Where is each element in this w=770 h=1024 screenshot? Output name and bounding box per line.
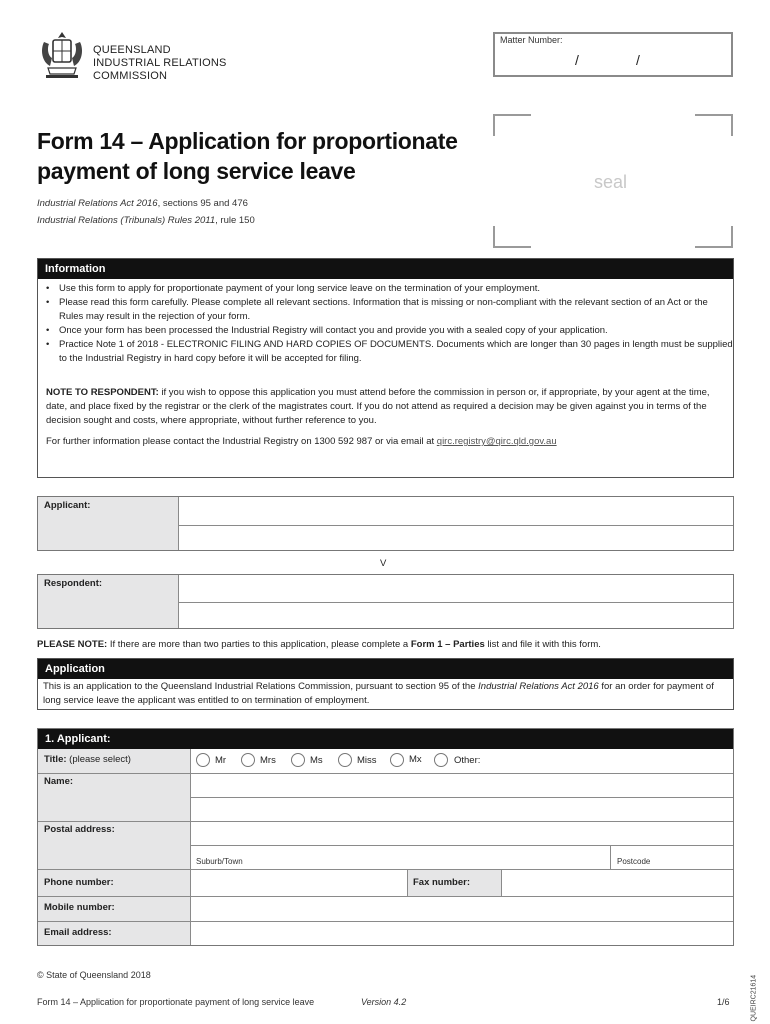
rules-section: , rule 150 [215, 215, 255, 226]
title-mr-radio[interactable] [196, 753, 210, 767]
versus-label: V [380, 558, 387, 569]
footer-version: Version 4.2 [361, 997, 407, 1007]
title-option-label: Mr [215, 755, 227, 766]
mobile-label: Mobile number: [44, 902, 115, 913]
page-number: 1/6 [717, 997, 730, 1007]
matter-number-label: Matter Number: [500, 35, 563, 45]
information-item: • Once your form has been processed the Industrial Registry will contact you and provide you with a sealed copy of your application. [44, 324, 734, 338]
suburb-input[interactable] [190, 845, 609, 868]
org-line-2: INDUSTRIAL RELATIONS [93, 57, 227, 69]
application-text-end: for an order for payment of long service leave the applicant was entitled to on termination of employment. [43, 681, 714, 706]
title-option-label: Miss [357, 755, 377, 766]
suburb-label: Suburb/Town [196, 857, 243, 866]
matter-number-separator-1: / [575, 52, 579, 68]
organisation-name [93, 44, 227, 83]
email-label: Email address: [44, 927, 112, 938]
note-to-respondent [46, 386, 730, 428]
form-title-line-2: payment of long service leave [37, 158, 356, 184]
seal-corner-top-right [695, 114, 733, 136]
seal-corner-bottom-right [695, 226, 733, 248]
form-1-reference: Form 1 – Parties [410, 639, 485, 650]
title-other-radio[interactable] [434, 753, 448, 767]
queensland-crest-logo [36, 28, 88, 80]
applicant-name-input-2[interactable] [179, 526, 733, 550]
matter-number-separator-2: / [636, 52, 640, 68]
title-label-text: Title: [44, 754, 67, 765]
name-input-1[interactable] [190, 773, 733, 796]
title-option-label: Mx [409, 754, 422, 765]
note-to-respondent-label: NOTE TO RESPONDENT: [46, 387, 159, 398]
contact-info [46, 435, 730, 449]
information-item: • Practice Note 1 of 2018 - ELECTRONIC FILING AND HARD COPIES OF DOCUMENTS. Documents which are longer than 30 pages in length must be supplied to the Industrial Registry in hard copy before it will be accepted for filing. [44, 338, 734, 366]
title-hint: (please select) [66, 754, 131, 765]
please-note-label: PLEASE NOTE: [37, 639, 108, 650]
title-option-label: Ms [310, 755, 323, 766]
information-item: • Use this form to apply for proportionate payment of your long service leave on the termination of your employment. [44, 282, 734, 296]
information-heading: Information [38, 259, 733, 279]
information-item: • Please read this form carefully. Please complete all relevant sections. Information that is missing or non-compliant with the relevant section of an Act or the Rules may result in the rejection of your form. [44, 296, 734, 324]
seal-corner-top-left [493, 114, 531, 136]
title-ms-radio[interactable] [291, 753, 305, 767]
form-title [37, 126, 458, 186]
title-option-label: Other: [454, 755, 481, 766]
divider [407, 869, 408, 896]
title-label [44, 754, 131, 765]
title-miss-radio[interactable] [338, 753, 352, 767]
org-line-1: QUEENSLAND [93, 44, 171, 56]
fax-label: Fax number: [413, 877, 471, 888]
respondent-name-input-1[interactable] [179, 575, 733, 602]
title-mx-radio[interactable] [390, 753, 404, 767]
applicant-party-table [37, 496, 734, 551]
respondent-party-table [37, 574, 734, 629]
postal-address-input[interactable] [190, 821, 733, 844]
note-to-respondent-text: if you wish to oppose this application you must attend before the commission in person or, if appropriate, by your agent at the time, date, and place fixed by the registrar or the clerk of the magistrates court. If you do not attend as required a decision may be given against you in terms of the decision sought and costs, where appropriate, without further reference to you. [46, 387, 710, 426]
title-mrs-radio[interactable] [241, 753, 255, 767]
name-input-2[interactable] [190, 797, 733, 820]
please-note-end: list and file it with this form. [484, 639, 601, 650]
postcode-label: Postcode [617, 857, 651, 866]
legislation-references [37, 195, 255, 229]
act-name: Industrial Relations Act 2016 [37, 198, 158, 209]
fax-input[interactable] [501, 869, 733, 895]
footer-form-name: Form 14 – Application for proportionate payment of long service leave [37, 997, 315, 1007]
rules-name: Industrial Relations (Tribunals) Rules 2011 [37, 215, 216, 226]
seal-corner-bottom-left [493, 226, 531, 248]
phone-input[interactable] [190, 869, 406, 895]
applicant-section-heading: 1. Applicant: [38, 729, 733, 749]
email-input[interactable] [190, 921, 733, 945]
name-label: Name: [44, 776, 74, 787]
application-heading: Application [38, 659, 733, 679]
application-text: This is an application to the Queensland Industrial Relations Commission, pursuant to section 95 of the [43, 681, 479, 692]
please-note-text: If there are more than two parties to this application, please complete a [107, 639, 411, 650]
postal-address-label: Postal address: [44, 824, 115, 835]
please-note [37, 638, 734, 652]
applicant-label: Applicant: [44, 500, 91, 511]
application-statement [43, 680, 731, 708]
phone-label: Phone number: [44, 877, 114, 888]
act-sections: , sections 95 and 476 [157, 198, 248, 209]
information-list [44, 282, 734, 366]
org-line-3: COMMISSION [93, 70, 168, 82]
contact-text: For further information please contact the Industrial Registry on 1300 592 987 or via email at [46, 436, 437, 447]
title-option-label: Mrs [260, 755, 276, 766]
form-code: QUEIRC21614 [750, 974, 758, 1022]
seal-placeholder: seal [594, 172, 628, 192]
respondent-name-input-2[interactable] [179, 603, 733, 628]
application-act-name: Industrial Relations Act 2016 [478, 681, 599, 692]
mobile-input[interactable] [190, 896, 733, 920]
form-title-line-1: Form 14 – Application for proportionate [37, 128, 458, 154]
copyright: © State of Queensland 2018 [37, 970, 151, 980]
applicant-name-input-1[interactable] [179, 497, 733, 525]
registry-email-link[interactable]: qirc.registry@qirc.qld.gov.au [436, 436, 557, 447]
respondent-label: Respondent: [44, 578, 103, 589]
